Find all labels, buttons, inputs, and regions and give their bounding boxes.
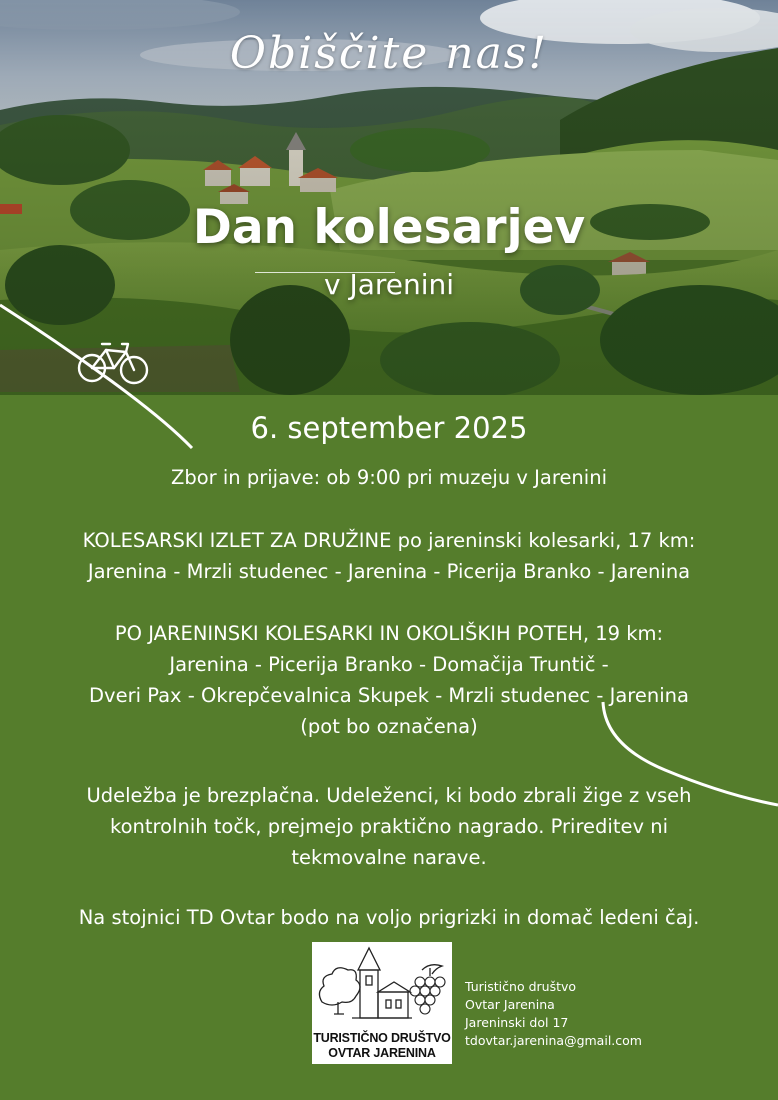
participation-line-3: tekmovalne narave. [291,846,487,869]
contact-org-name: Ovtar Jarenina [465,997,555,1012]
route-long-path-1: Jarenina - Picerija Branko - Domačija Truntič - [169,653,609,676]
church-grapes-logo [312,942,452,1026]
meeting-info [0,462,778,493]
participation-info [0,780,778,873]
meeting-line: Zbor in prijave: ob 9:00 pri muzeju v Jarenini [171,466,607,489]
logo-text-line-1: TURISTIČNO DRUŠTVO [313,1031,451,1045]
contact-email[interactable]: tdovtar.jarenina@gmail.com [465,1033,642,1048]
route-family [0,525,778,587]
contact-address: Jareninski dol 17 [465,1015,569,1030]
route-long-title: PO JARENINSKI KOLESARKI IN OKOLIŠKIH POTEH, 19 km: [114,622,664,645]
participation-line-1: Udeležba je brezplačna. Udeleženci, ki bodo zbrali žige z vseh [86,784,692,807]
logo-text-line-2: OVTAR JARENINA [328,1046,436,1060]
route-family-path: Jarenina - Mrzli studenec - Jarenina - Picerija Branko - Jarenina [87,560,691,583]
refreshments-line: Na stojnici TD Ovtar bodo na voljo prigrizki in domač ledeni čaj. [78,906,700,929]
organizer-logo [312,942,452,1064]
contact-info [465,978,642,1050]
route-long-path-2: Dveri Pax - Okrepčevalnica Skupek - Mrzli studenec - Jarenina [89,684,689,707]
route-long [0,618,778,742]
route-long-note: (pot bo označena) [300,715,478,738]
script-title: Obiščite nas! [229,28,549,79]
bicycle-icon [76,330,152,388]
participation-line-2: kontrolnih točk, prejmejo praktično nagrado. Prireditev ni [109,815,669,838]
contact-org: Turistično društvo [465,979,577,994]
refreshments-info [0,902,778,933]
event-date: 6. september 2025 [250,411,528,445]
event-title: Dan kolesarjev [192,200,586,255]
route-family-title: KOLESARSKI IZLET ZA DRUŽINE po jareninski kolesarki, 17 km: [82,529,696,552]
event-subtitle: v Jarenini [323,268,455,301]
